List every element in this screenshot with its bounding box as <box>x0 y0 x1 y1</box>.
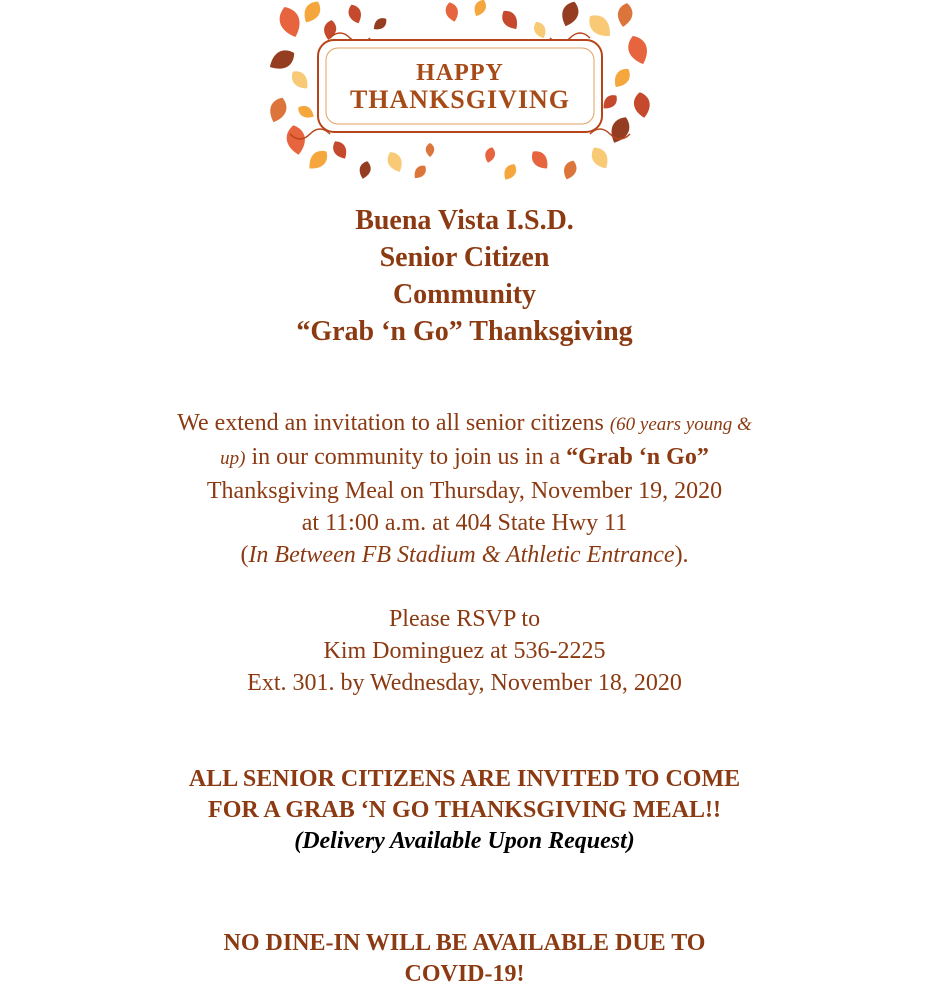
maple-leaf-icon <box>300 0 325 26</box>
maple-leaf-icon <box>288 67 312 92</box>
grab-n-go-emphasis: “Grab ‘n Go” <box>566 444 709 470</box>
maple-leaf-icon <box>558 0 582 29</box>
maple-leaf-icon <box>275 4 304 41</box>
happy-thanksgiving-banner <box>270 0 650 185</box>
heading-school: Buena Vista I.S.D. <box>355 205 574 236</box>
age-note-end: up) <box>220 448 246 469</box>
maple-leaf-icon <box>610 65 633 91</box>
invitation-text: We extend an invitation to all senior citizens <box>177 410 610 436</box>
delivery-note: (Delivery Available Upon Request) <box>294 828 635 854</box>
maple-leaf-icon <box>616 2 634 28</box>
paren-close: ). <box>674 542 689 568</box>
invitation-date: Thanksgiving Meal on Thursday, November 19, 2020 <box>206 478 723 504</box>
maple-leaf-icon <box>371 15 389 33</box>
maple-leaf-icon <box>498 7 521 33</box>
rsvp-deadline: Ext. 301. by Wednesday, November 18, 2020 <box>247 670 682 696</box>
rsvp-contact: Kim Dominguez at 536-2225 <box>323 638 606 664</box>
maple-leaf-icon <box>384 149 405 175</box>
maple-leaf-icon <box>411 163 429 181</box>
invitation-time-location: at 11:00 a.m. at 404 State Hwy 11 <box>301 510 628 536</box>
banner-line-thanksgiving: THANKSGIVING <box>349 85 571 114</box>
maple-leaf-icon <box>330 138 350 161</box>
rsvp-line-1: Please RSVP to <box>388 606 541 632</box>
maple-leaf-icon <box>531 20 548 41</box>
maple-leaf-icon <box>528 147 552 172</box>
age-note: (60 years young & <box>609 414 752 435</box>
maple-leaf-icon <box>357 160 372 180</box>
maple-leaf-icon <box>444 1 461 23</box>
no-dine-line-1: NO DINE-IN WILL BE AVAILABLE DUE TO <box>223 930 706 956</box>
maple-leaf-icon <box>304 146 331 173</box>
paren-open: ( <box>240 542 249 568</box>
invitation-paragraph <box>0 407 929 571</box>
invite-all-section <box>0 764 929 857</box>
invitation-line-2 <box>0 441 929 475</box>
no-dine-in-notice <box>0 928 929 990</box>
maple-leaf-icon <box>270 95 290 125</box>
maple-leaf-icon <box>501 161 519 182</box>
maple-leaf-icon <box>270 46 298 75</box>
heading-senior-citizen: Senior Citizen <box>379 242 550 273</box>
maple-leaf-icon <box>284 124 307 157</box>
maple-leaf-icon <box>624 33 650 67</box>
invitation-text: in our community to join us in a <box>245 444 567 470</box>
no-dine-line-2: COVID-19! <box>404 961 525 987</box>
invitation-line-1 <box>0 407 929 441</box>
maple-leaf-icon <box>295 103 316 121</box>
maple-leaf-icon <box>561 159 579 182</box>
maple-leaf-icon <box>426 143 434 157</box>
maple-leaf-icon <box>471 0 488 18</box>
invite-all-line-1: ALL SENIOR CITIZENS ARE INVITED TO COME <box>188 766 741 792</box>
invitation-location-note <box>0 539 929 571</box>
location-detail: In Between FB Stadium & Athletic Entrance <box>248 542 675 568</box>
maple-leaf-icon <box>606 114 633 147</box>
invite-all-line-2: FOR A GRAB ‘N GO THANKSGIVING MEAL!! <box>208 797 721 823</box>
event-heading <box>0 202 929 350</box>
maple-leaf-icon <box>346 3 364 26</box>
maple-leaf-icon <box>483 146 496 164</box>
rsvp-section <box>0 603 929 699</box>
heading-community: Community <box>392 279 537 310</box>
heading-event-name: “Grab ‘n Go” Thanksgiving <box>296 316 633 347</box>
maple-leaf-icon <box>632 91 650 119</box>
banner-line-happy: HAPPY <box>416 60 504 86</box>
maple-leaf-icon <box>588 144 613 172</box>
